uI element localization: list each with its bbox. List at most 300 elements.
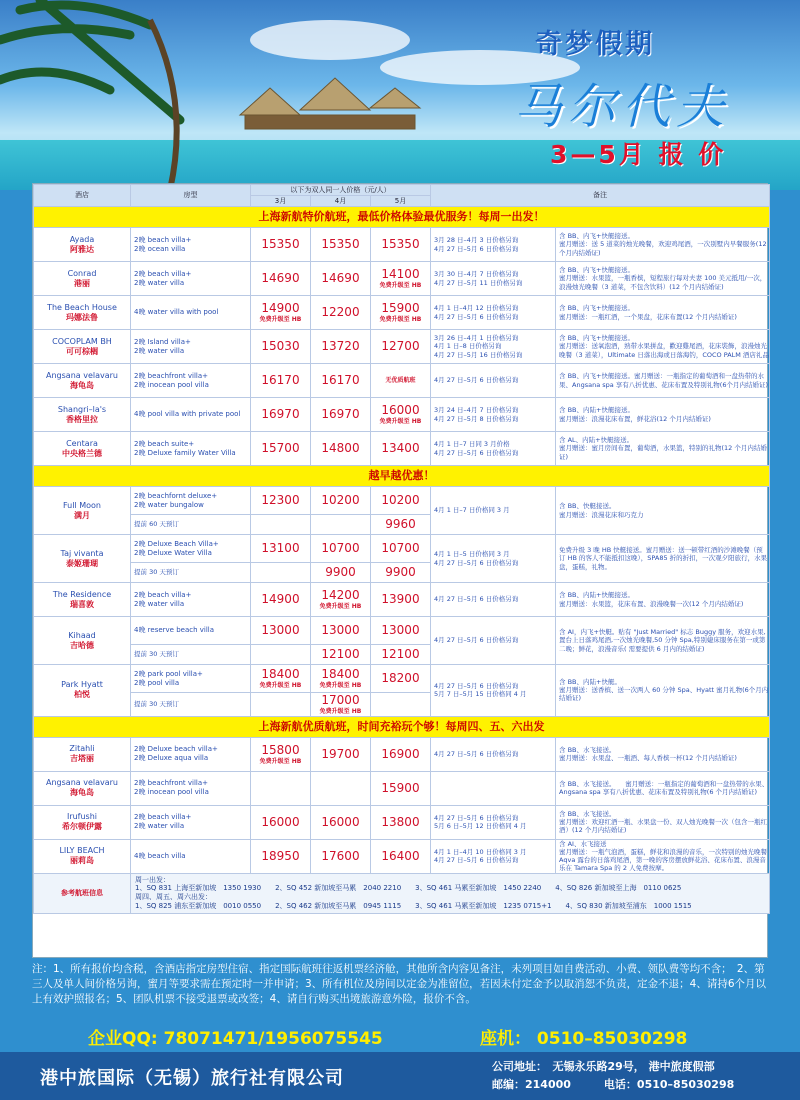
col-price-caption: 以下为双人同一人价格（元/人） [251,185,431,196]
date-cell [431,737,556,771]
date-line: 4月 27 日–5月 16 日价格另询 [434,350,523,359]
flight-thu-title: 周四、周五、周六出发： [135,893,212,901]
prebook-price [371,563,431,583]
prebook-price [311,515,371,535]
price-value: 14100 [381,267,420,282]
price-value: 14900 [261,592,300,606]
section-row [34,716,770,737]
prebook-price [311,645,371,665]
price-cell [251,617,311,645]
remark-line: 含 AL、内陆+快艇接送。 [559,436,634,445]
remark-line: 蜜月赠送：浪漫花床和巧克力 [559,510,644,519]
table-row [34,583,770,617]
price-cell [371,617,431,645]
hotel-cell [34,805,131,839]
table-row [34,262,770,296]
hero-banner [0,0,800,190]
remark-line: 含 BB、内飞+快艇接送。 [559,304,634,313]
price-cell [251,805,311,839]
date-line: 4月 27 日–5月 6 日价格另询 [434,856,519,864]
flight-item: 3、SQ 461 马累至新加坡 1235 0715+1 [415,901,552,910]
table-row [34,737,770,771]
remark-line: 蜜月赠送：浪漫花床布置，鲜花浴(12 个月内结婚证) [559,414,711,423]
table-row [34,839,770,873]
remark-line: 蜜月赠送：送 5 道菜的烛光晚餐，欢迎鸡尾酒，一次别墅内早餐服务(12 个月内结婚证) [559,240,767,257]
price-value: 16000 [261,814,300,829]
price-cell [311,771,371,805]
date-line: 4月 27 日–5月 6 日价格另询 [434,749,519,758]
room-type: 2晚 beach villa+ [134,813,192,822]
price-value: 15350 [321,237,360,251]
date-cell [431,535,556,583]
price-cell [251,228,311,262]
hotel-cell [34,228,131,262]
price-cell [311,262,371,296]
price-cell [251,487,311,515]
date-line: 3月 30 日–4月 7 日价格另询 [434,270,519,279]
hotel-name-en: Park Hyatt [61,680,103,690]
date-line: 3月 26 日–4月 1 日价格另询 [434,334,519,343]
room-cell [131,805,251,839]
date-cell [431,398,556,432]
remark-cell [556,737,770,771]
remark-cell [556,296,770,330]
room-type: 2晚 Deluxe beach villa+ [134,745,218,754]
prebook-price [371,693,431,717]
price-value: 16400 [381,848,420,863]
section-row [34,207,770,228]
price-value: 16170 [321,373,360,387]
remark-cell [556,262,770,296]
price-value: 16000 [321,814,360,829]
section-title: 上海新航特价航班，最低价格体验最优服务！每周一出发！ [34,207,770,228]
price-cell [251,665,311,693]
date-line: 4月 1 日–8 日价格另询 [434,342,502,351]
price-cell [311,432,371,466]
price-value: 12700 [381,339,420,353]
price-cell [311,805,371,839]
hotel-name-en: Angsana velavaru [46,370,118,380]
title-price: 3—5月 报 价 [550,140,727,169]
terms-notes: 注：1、所有报价均含税，含酒店指定房型住宿、指定国际航班往返机票经济舱，其他所含内容见备注，未列项目如自费活动、小费、领队费等均不含； 2、第三人及单人间价格另询，蜜月等要求需在预定时一并申请；3、所有机位及房间以定金为准留位，若因未付定金予以取消恕不负责，定金不退；4、请持6个月以上有效护照报名；5、团队机票不接受退票或改签；4、请自行购买出境旅游意外险，报价不含。 [32,963,767,1006]
col-m3: 3月 [251,196,311,207]
prebook-price [311,693,371,717]
hotel-cell [34,535,131,583]
hotel-cell [34,262,131,296]
phone-contact: 座机： 0510–85030298 [480,1029,688,1049]
price-value: 14800 [321,441,360,455]
date-cell [431,805,556,839]
price-cell [251,432,311,466]
date-line: 4月 1 日–7 日同 3 月价格 [434,440,510,449]
hotel-cell [34,487,131,535]
hotel-cell [34,839,131,873]
date-line: 4月 27 日–5月 6 日价格另询 [434,682,519,691]
contact-bar [0,1022,800,1050]
price-cell [251,535,311,563]
price-value: 10200 [381,493,420,507]
price-cell [371,737,431,771]
room-cell [131,839,251,873]
hotel-name-cn: 吉塔丽 [70,754,94,763]
section-title: 上海新航优质航班，时间充裕玩个够！每周四、五、六出发 [34,716,770,737]
flight-row [34,873,770,913]
prebook-value: 17000 [321,693,360,707]
room-type: 2晚 ocean villa [134,244,186,253]
remark-line: 含 BB、快艇接送。 [559,502,616,511]
prebook-price [371,645,431,665]
room-type: 2晚 beachfront villa+ [134,371,209,380]
price-value: 18400 [321,667,360,682]
prebook-value: 9960 [385,517,416,531]
hotel-name-cn: 香格里拉 [66,414,98,424]
hotel-name-cn: 海龟岛 [70,788,94,797]
date-cell [431,262,556,296]
remark-line: 免费升级 3 晚 HB 快艇接送。蜜月赠送：送一顿带红酒的沙滩晚餐（预订 HB 的客人不能抵扣这晚），SPA85 折的折扣，一次观夕阳旅行，水果盘，蛋糕，礼物。 [559,546,768,571]
remark-cell [556,583,770,617]
hotel-name-en: COCOPLAM BH [52,336,112,346]
remark-line: 含 AI、水飞接送 [559,839,607,848]
upgrade-tag: 免费升级至 HB [259,757,302,765]
table-row [34,805,770,839]
room-type: 2晚 Deluxe aqua villa [134,754,209,762]
price-cell [251,737,311,771]
room-cell [131,296,251,330]
price-panel [32,183,768,958]
room-type: 4晚 pool villa with private pool [134,410,241,419]
hotel-name-en: Ayada [69,234,95,244]
hotel-cell [34,432,131,466]
price-value: 15030 [261,339,300,353]
hotel-name-cn: 可可棕榈 [66,346,98,356]
title-big: 马尔代夫 [514,79,731,135]
room-type: 2晚 beach villa+ [134,235,192,244]
room-cell [131,330,251,364]
room-cell [131,583,251,617]
room-type: 2晚 water bungalow [134,500,204,509]
date-line: 4月 27 日–5月 6 日价格另询 [434,244,519,253]
date-cell [431,771,556,805]
date-cell [431,432,556,466]
date-line: 5月 6 日–5月 12 日价格同 4 月 [434,822,527,830]
price-value: 13000 [261,623,300,637]
remark-cell [556,487,770,535]
price-value: 16970 [321,407,360,421]
price-cell [251,364,311,398]
price-value: 16900 [381,746,420,761]
price-value: 15350 [381,237,420,251]
price-cell [251,839,311,873]
table-row [34,487,770,515]
price-cell [311,398,371,432]
date-line: 4月 27 日–5月 6 日价格另询 [434,813,519,822]
flight-item: 3、SQ 461 马累至新加坡 1450 2240 [415,884,542,893]
flight-info [131,873,770,913]
room-type: 4晚 water villa with pool [134,308,219,317]
flight-label: 参考航班信息 [34,873,131,913]
room-type: 2晚 beach villa+ [134,269,192,278]
price-value: 19700 [321,746,360,761]
hotel-name-cn: 海龟岛 [70,380,94,390]
date-line: 4月 27 日–5月 6 日价格另询 [434,312,519,321]
date-line: 4月 1 日–5 日价格同 3 月 [434,550,510,559]
upgrade-tag: 免费升级至 HB [379,282,422,290]
room-type: 2晚 beach villa+ [134,590,192,599]
remark-line: 含 BB、内陆+快艇接送。 [559,591,634,600]
section-row [34,466,770,487]
price-cell [251,583,311,617]
remark-cell [556,535,770,583]
price-value: 18400 [261,667,300,682]
hotel-name-cn: 玛娜法鲁 [66,312,98,322]
section-title: 越早越优惠！ [34,466,770,487]
hotel-name-cn: 中央格兰德 [62,448,102,458]
footer [0,1052,800,1100]
date-cell [431,364,556,398]
room-type: 2晚 water villa [134,822,185,830]
date-cell [431,583,556,617]
table-row [34,330,770,364]
hotel-cell [34,617,131,665]
price-cell [311,330,371,364]
price-value: 14690 [321,271,360,285]
date-line: 4月 27 日–5月 6 日价格另询 [434,636,519,645]
hotel-cell [34,737,131,771]
hotel-name-cn: 泰姬珊瑚 [66,558,98,568]
hotel-name-en: The Residence [52,589,112,599]
room-cell [131,228,251,262]
price-value: 15800 [261,742,300,757]
remark-line: 蜜月赠送：水果篮，一瓶香槟，短程旅行每对夫妻 100 美元抵用/一次，浪漫烛光晚餐（3 道菜，不包含饮料）(12 个月内结婚证) [559,274,767,291]
price-table-body [34,207,770,914]
date-line: 4月 1 日–4月 10 日价格同 3 月 [434,847,527,856]
price-value: 13100 [261,541,300,555]
room-cell [131,262,251,296]
prebook-price [251,693,311,717]
upgrade-tag: 免费升级至 HB [319,682,362,690]
room-cell [131,665,251,693]
date-line: 4月 1 日–7 日价格同 3 月 [434,506,510,515]
hotel-name-en: Angsana velavaru [46,778,118,787]
room-type: 2晚 Island villa+ [134,337,191,346]
flight-mon-list [135,884,765,893]
upgrade-tag: 免费升级至 HB [319,708,362,715]
room-type: 2晚 inocean pool villa [134,788,209,796]
price-cell [371,262,431,296]
prebook-price [251,563,311,583]
table-row [34,665,770,693]
remark-line: 蜜月赠送：送氧泡酒，熟带水果拼盘，歡迎雞尾酒，花床裝飾，浪漫烛光晚餐（3 道菜），Ultimate 日落出海或日落海钓，COCO PALM 酒店礼品 [559,342,769,359]
price-cell [311,487,371,515]
room-type: 2晚 water villa [134,346,185,355]
price-cell [311,617,371,645]
room-type: 4晚 reserve beach villa [134,626,215,635]
price-value: 16000 [381,403,420,418]
date-line: 4月 27 日–5月 6 日价格另询 [434,376,519,385]
room-type: 2晚 beachfornt deluxe+ [134,491,218,500]
upgrade-tag: 无优质航班 [385,376,416,384]
remark-line: 含 BB、内飞+快艇接送。 [559,232,634,241]
hotel-cell [34,330,131,364]
hotel-cell [34,583,131,617]
col-remark: 备注 [431,185,770,207]
hotel-name-cn: 丽莉岛 [70,856,94,865]
table-row [34,228,770,262]
price-cell [311,665,371,693]
price-value: 13900 [381,592,420,606]
room-type: 2晚 Deluxe Water Villa [134,548,212,557]
remark-line: 含 AI，内飞+快艇。贴有 "Just Married" 标志 Buggy 服务，欢迎水果,置台上日落鸡尾酒,一次烛光晚餐,50 分钟 Spa,特别婕床服务在第一或第二晚；鲜花，浪漫音乐( 需要提供 6 月内的结婚证) [559,628,766,653]
room-cell [131,398,251,432]
hotel-name-cn: 满月 [74,510,90,520]
price-value: 12200 [321,305,360,319]
room-cell [131,487,251,515]
hotel-name-en: Irufushi [66,812,98,821]
date-line: 4月 27 日–5月 6 日价格另询 [434,448,519,457]
price-cell [251,296,311,330]
room-cell [131,364,251,398]
remark-cell [556,839,770,873]
upgrade-tag: 免费升级至 HB [259,316,302,324]
price-cell [371,330,431,364]
remark-line: 蜜月赠送：蜜月房间布置，葡萄酒，水果篮，特别的礼物(12 个月内结婚证) [559,444,767,461]
hotel-name-en: LILY BEACH [59,846,105,855]
hotel-name-en: Full Moon [63,500,101,510]
prebook-price [371,515,431,535]
price-cell [371,805,431,839]
date-cell [431,665,556,717]
prebook-cell: 提前 60 天预订 [131,515,251,535]
remark-line: 蜜月赠送：送香槟、送一次两人 60 分钟 Spa、Hyatt 蜜月礼物(6个月内结婚证) [559,686,769,703]
room-type: 2晚 inocean pool villa [134,380,209,389]
remark-line: 含 BB、水飞接送。 [559,809,616,818]
prebook-price [251,515,311,535]
price-value: 15350 [261,237,300,251]
room-cell [131,535,251,563]
price-value: 15900 [381,301,420,316]
flight-item: 4、SQ 830 新加坡至浦东 1000 1515 [565,901,692,910]
price-cell [371,228,431,262]
flight-mon-title: 周一出发： [135,875,170,884]
prebook-value: 12100 [381,647,420,661]
flight-item: 4、SQ 826 新加坡至上海 0110 0625 [555,884,682,893]
remark-line: 含 BB、内陆+快艇。 [559,678,621,687]
col-m4: 4月 [311,196,371,207]
flight-item: 1、SQ 825 浦东至新加坡 0010 0550 [135,901,262,910]
price-value: 16170 [261,373,300,387]
room-type: 2晚 pool villa [134,678,180,687]
date-line: 4月 27 日–5月 8 日价格另询 [434,414,519,423]
price-cell [371,487,431,515]
prebook-cell: 提前 30 天预订 [131,563,251,583]
remark-line: 含 BB、水飞接送。 [559,745,616,754]
price-cell [311,228,371,262]
table-row [34,432,770,466]
remark-line: 含 BB、内飞+快艇接送。 [559,334,634,343]
price-cell [371,535,431,563]
remark-line: 蜜月赠送：欢迎红酒一瓶、水果盘一份、双人烛光晚餐一次（包含一瓶红酒）(12 个月内结婚证) [559,817,768,835]
price-cell [251,771,311,805]
price-cell [311,535,371,563]
price-cell [371,839,431,873]
date-line: 4月 27 日–5月 11 日价格另询 [434,278,523,287]
table-row [34,535,770,563]
prebook-cell: 提前 30 天预订 [131,645,251,665]
remark-line: 含 BB、水飞接送。 蜜月赠送：一瓶指定的葡萄酒和一盘热带的水果、Angsana spa 享有八折优惠、花床布置及特别礼物(6 个月内结婚证) [559,779,769,796]
flight-item: 2、SQ 452 新加坡至马累 2040 2210 [275,884,402,893]
price-value: 13000 [321,623,360,637]
price-value: 14690 [261,271,300,285]
room-type: 2晚 park pool villa+ [134,669,203,678]
price-cell [251,262,311,296]
date-cell [431,296,556,330]
date-cell [431,228,556,262]
table-row [34,617,770,645]
remark-cell [556,398,770,432]
price-value: 10200 [321,493,360,507]
qq-contact: 企业QQ: 78071471/1956075545 [88,1029,383,1049]
prebook-value: 9900 [385,565,416,579]
room-type: 4晚 beach villa [134,851,186,860]
remark-cell [556,617,770,665]
price-cell [311,296,371,330]
price-cell [371,296,431,330]
flight-item: 2、SQ 462 新加坡至马累 0945 1115 [275,901,402,910]
table-row [34,296,770,330]
room-cell [131,432,251,466]
table-row [34,771,770,805]
hotel-name-en: Centara [66,438,98,448]
hotel-cell [34,296,131,330]
hotel-name-cn: 瑞喜敦 [70,599,94,609]
prebook-cell: 提前 30 天预订 [131,693,251,717]
price-cell [371,583,431,617]
hotel-name-en: Conrad [67,268,97,278]
room-type: 2晚 beach suite+ [134,439,195,448]
price-value: 13000 [381,623,420,637]
prebook-value: 9900 [325,565,356,579]
company-name: 港中旅国际（无锡）旅行社有限公司 [40,1068,344,1089]
remark-line: 含 BB、内飞+快艇接送。 [559,266,634,275]
price-cell [371,398,431,432]
price-cell [371,432,431,466]
remark-cell [556,805,770,839]
date-line: 3月 28 日–4月 3 日价格另询 [434,236,519,245]
date-cell [431,330,556,364]
price-value: 15700 [261,441,300,455]
price-value: 15900 [381,780,420,795]
price-value: 10700 [381,541,420,555]
price-value: 18950 [261,848,300,863]
flight-item: 1、SQ 831 上海至新加坡 1350 1930 [135,884,262,893]
remark-line: 蜜月赠送：一瓶气泡酒，蛋糕，鲜花和浪漫的音乐，一次特别的烛光晚餐 Aqva 露台的日落鸡尾酒，第一晚的客房摆放鲜花浴、花床布置、浪漫音乐在 Tamara Spa 的 2 人免费按摩。 [559,847,768,873]
price-value: 17600 [321,848,360,863]
hotel-name-en: The Beach House [47,302,117,312]
hotel-name-cn: 希尔顿伊露 [62,822,102,831]
date-line: 4月 27 日–5月 6 日价格另询 [434,558,519,567]
water-villa-shape [240,78,420,129]
hotel-cell [34,398,131,432]
company-address [492,1058,734,1093]
date-line: 4月 27 日–5月 6 日价格另询 [434,595,519,604]
upgrade-tag: 免费升级至 HB [259,682,302,690]
room-type: 2晚 water villa [134,599,185,608]
price-cell [311,737,371,771]
price-cell [371,771,431,805]
price-cell [311,839,371,873]
date-cell [431,617,556,665]
room-cell [131,617,251,645]
